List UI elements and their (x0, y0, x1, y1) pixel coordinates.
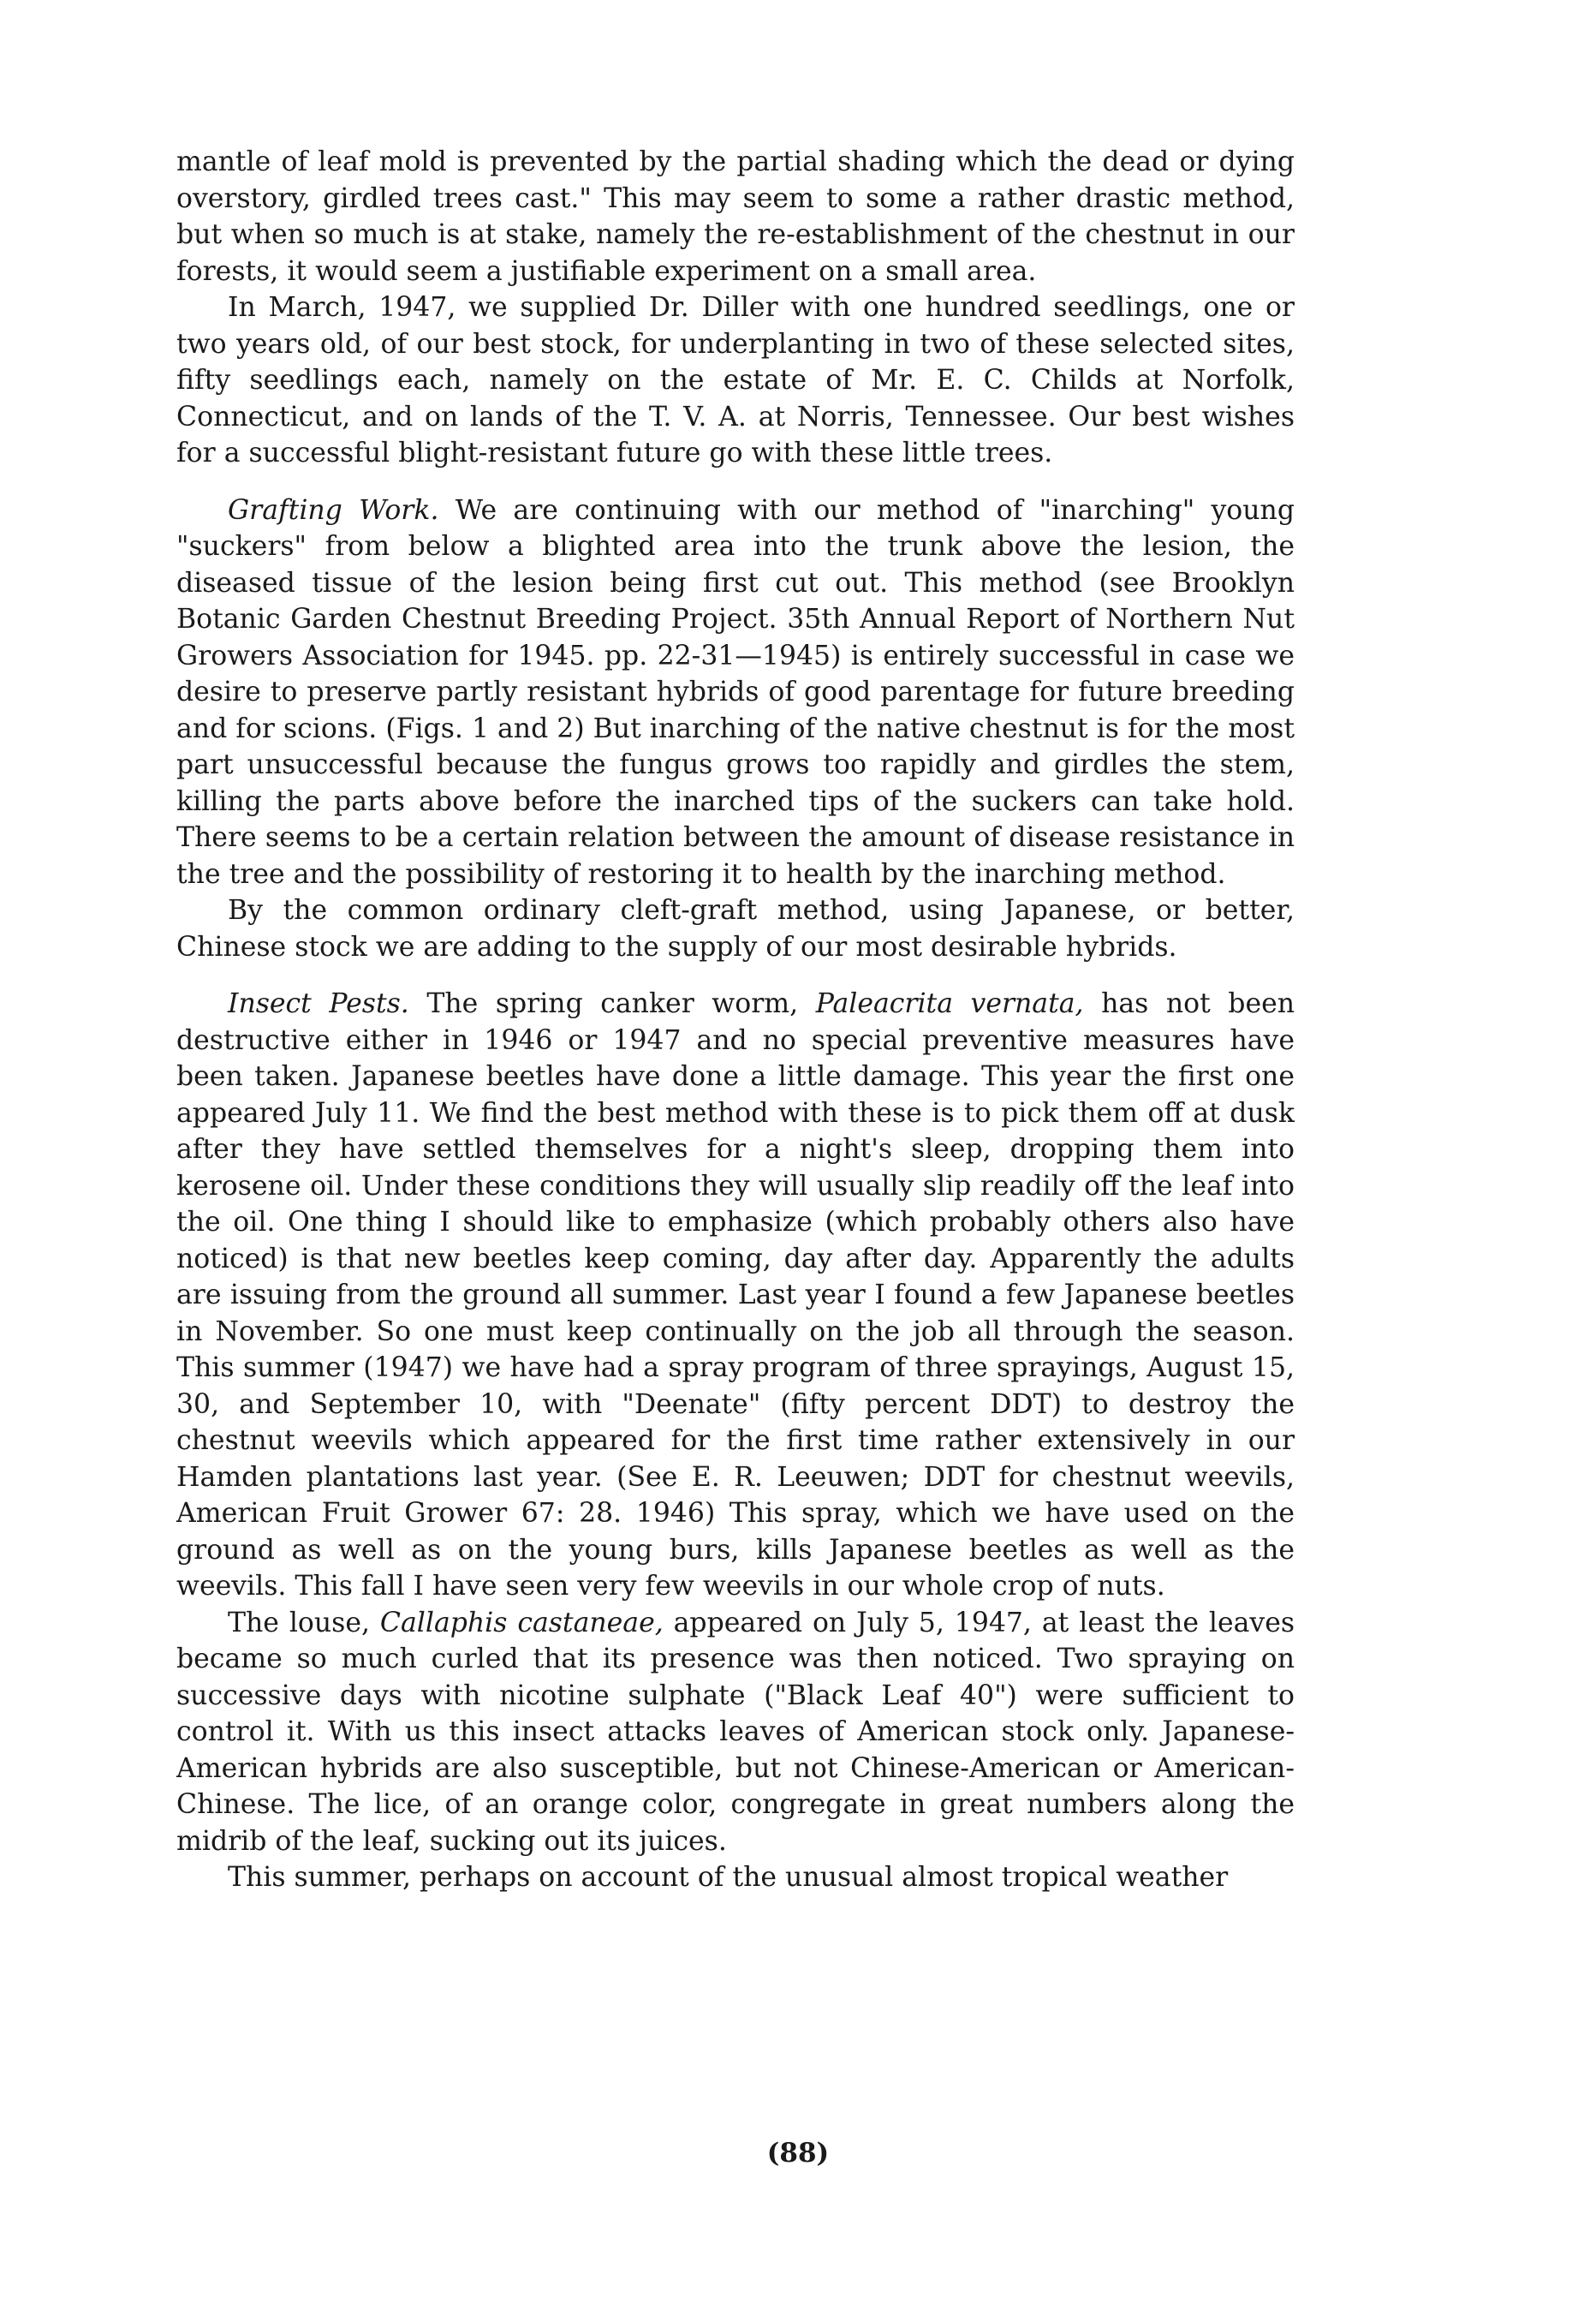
paragraph-insect-pests (176, 986, 1295, 1605)
section-heading-insect-pests: Insect Pests. (228, 988, 409, 1019)
paragraph-text: In March, 1947, we supplied Dr. Diller with one hundred seedlings, one or two years old, of our best stock, for underplanting in two of these selected sites, fifty seedlings each, namely on the estate of Mr. E. C. Childs at Norfolk, Connecticut, and on lands of the T. V. A. at Norris, Tennessee. Our best wishes for a successful blight-resistant future go with these little trees. (176, 292, 1295, 468)
paragraph-summer (176, 1859, 1295, 1896)
paragraph-cleft-graft (176, 892, 1295, 965)
paragraph-text: By the common ordinary cleft-graft method, using Japanese, or better, Chinese stock we are adding to the supply of our most desirable hybrids. (176, 895, 1295, 963)
paragraph-continuation (176, 144, 1295, 289)
paragraph-seedlings (176, 289, 1295, 472)
paragraph-text: mantle of leaf mold is prevented by the partial shading which the dead or dying overstory, girdled trees cast." This may seem to some a rather drastic method, but when so much is at stake, namely the re-establishment of the chestnut in our forests, it would seem a justifiable experiment on a small area. (176, 146, 1295, 287)
paragraph-text: appeared on July 5, 1947, at least the leaves became so much curled that its presence was then noticed. Two spraying on successive days with nicotine sulphate ("Black Leaf 40") were sufficient to control it. With us this insect attacks leaves of American stock only. Japanese-American hybrids are also susceptible, but not Chinese-American or American-Chinese. The lice, of an orange color, congregate in great numbers along the midrib of the leaf, sucking out its juices. (176, 1607, 1295, 1857)
paragraph-text: has not been destructive either in 1946 or 1947 and no special preventive measures have been taken. Japanese beetles have done a little damage. This year the first one appeared July 11. We find the best method with these is to pick them off at dusk after they have settled themselves for a night's sleep, dropping them into kerosene oil. Under these conditions they will usually slip readily off the leaf into the oil. One thing I should like to emphasize (which probably others also have noticed) is that new beetles keep coming, day after day. Apparently the adults are issuing from the ground all summer. Last year I found a few Japanese beetles in November. So one must keep continually on the job all through the season. This summer (1947) we have had a spray program of three sprayings, August 15, 30, and September 10, with "Deenate" (fifty percent DDT) to destroy the chestnut weevils which appeared for the first time rather extensively in our Hamden plantations last year. (See E. R. Leeuwen; DDT for chestnut weevils, American Fruit Grower 67: 28. 1946) This spray, which we have used on the ground as well as on the young burs, kills Japanese beetles as well as the weevils. This fall I have seen very few weevils in our whole crop of nuts. (176, 988, 1295, 1602)
species-name: Paleacrita vernata, (815, 988, 1084, 1019)
paragraph-text: This summer, perhaps on account of the unusual almost tropical weather (228, 1862, 1229, 1893)
section-heading-grafting-work: Grafting Work. (228, 494, 439, 526)
document-body (176, 144, 1295, 1896)
paragraph-text: The spring canker worm, (426, 988, 799, 1019)
species-name: Callaphis castaneae, (379, 1607, 664, 1638)
page-number: (88) (766, 2138, 830, 2169)
paragraph-text: The louse, (228, 1607, 370, 1638)
paragraph-louse (176, 1605, 1295, 1860)
paragraph-text: We are continuing with our method of "inarching" young "suckers" from below a blighted area into the trunk above the lesion, the diseased tissue of the lesion being first cut out. This method (see Brooklyn Botanic Garden Chestnut Breeding Project. 35th Annual Report of Northern Nut Growers Association for 1945. pp. 22-31—1945) is entirely successful in case we desire to preserve partly resistant hybrids of good parentage for future breeding and for scions. (Figs. 1 and 2) But inarching of the native chestnut is for the most part unsuccessful because the fungus grows too rapidly and girdles the stem, killing the parts above before the inarched tips of the suckers can take hold. There seems to be a certain relation between the amount of disease resistance in the tree and the possibility of restoring it to health by the inarching method. (176, 494, 1295, 890)
paragraph-grafting-work (176, 492, 1295, 893)
